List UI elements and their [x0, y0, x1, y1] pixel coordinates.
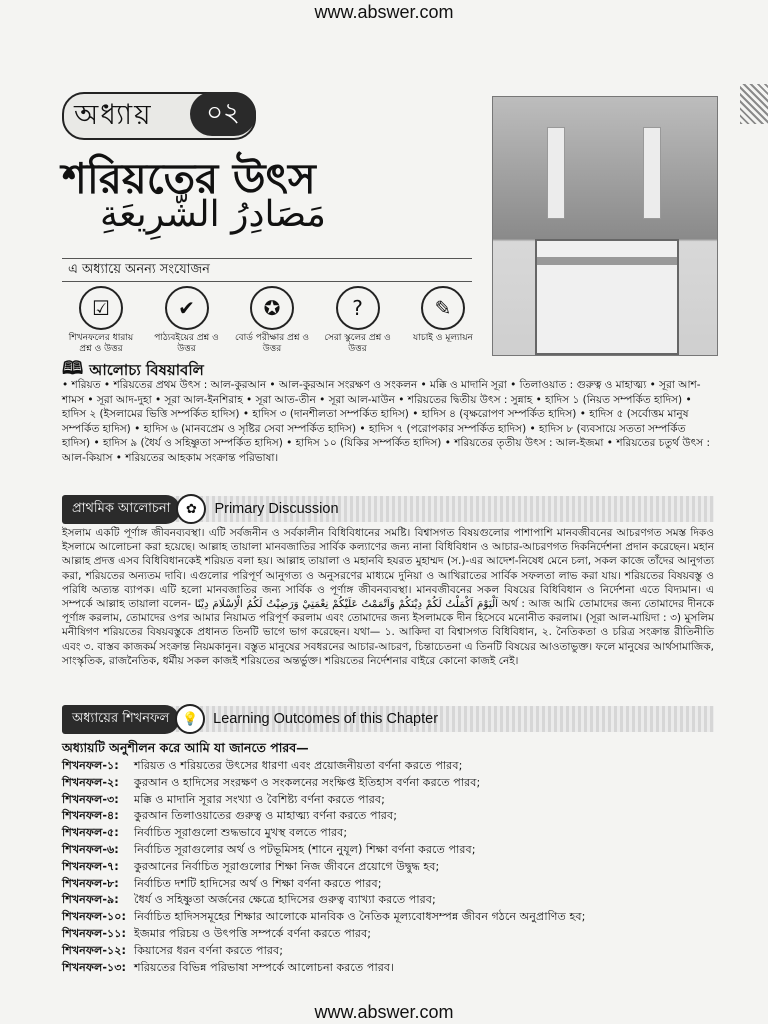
list-item	[62, 960, 714, 977]
outcome-text: কুরআন তিলাওয়াতের গুরুত্ব ও মাহাত্ম্য বর্ণনা করতে পারব;	[134, 809, 397, 823]
features-bar	[62, 258, 472, 282]
minaret-left	[547, 127, 565, 219]
learning-outcomes-label-en: Learning Outcomes of this Chapter	[213, 711, 439, 727]
list-item	[62, 909, 714, 926]
open-book-icon: 🕮	[62, 358, 84, 379]
feature-item	[233, 286, 311, 355]
outcome-text: ধৈর্য ও সহিষ্ণুতা অর্জনের ক্ষেত্রে হাদিসের গুরুত্ব ব্যাখ্যা করতে পারব;	[134, 893, 436, 907]
list-item	[62, 943, 714, 960]
outcome-key: শিখনফল-১২:	[62, 943, 127, 957]
features-label: এ অধ্যায়ে অনন্য সংযোজন	[62, 260, 216, 281]
feature-caption: বোর্ড পরীক্ষার প্রশ্ন ও উত্তর	[235, 333, 309, 354]
learning-outcomes-label-bn: অধ্যায়ের শিখনফল	[62, 705, 179, 734]
learning-outcomes-list	[62, 758, 714, 976]
paragraph-part-1: ইসলাম একটি পূর্ণাঙ্গ জীবনব্যবস্থা। এটি সর্বজনীন ও সর্বকালীন বিধিবিধানের সমষ্টি। বিশ্বাসগত বিষয়গুলোর পাশাপাশি মানবজীবনের আচরণগত সমস্ত দিকও ইসলামে আলোচনা করা হয়েছে। আল্লাহ তায়ালা মানবজাতির সার্বিক কল্যাণের জন্য নানা বিধিবিধান ও আচার-আচরণগত দিকনির্দেশনা প্রদান করেছেন। মহান আল্লাহ প্রদত্ত এসব বিধিবিধানকেই শরিয়ত বলা হয়। আল্লাহ তায়ালা ও মহানবি হযরত মুহাম্মদ (স.)-এর আদেশ-নিষেধ মেনে চলা, সকল কাজে তাঁদের আনুগত্য করা, শরিয়তের অন্যতম দাবি। এগুলোর পরিপূর্ণ আনুগত্য ও অনুসরণের মাধ্যমে দুনিয়া ও আখিরাতের সার্বিক সফলতা লাভ করা যায়। শরিয়তের বিষয়বস্তু ও পরিধি অত্যন্ত ব্যাপক। এটি হলো মানবজাতির জন্য সার্বিক ও পূর্ণাঙ্গ জীবনব্যবস্থা। মানবজীবনের সকল বিষয়ের বিধিবিধান ও নির্দেশনা এতে বিদ্যমান। এ সম্পর্কে আল্লাহ তায়ালা বলেন-	[62, 527, 714, 611]
outcome-text: শরিয়তের বিভিন্ন পরিভাষা সম্পর্কে আলোচনা করতে পারব।	[134, 960, 395, 974]
primary-discussion-label-bn: প্রাথমিক আলোচনা	[62, 495, 180, 524]
outcome-key: শিখনফল-১:	[62, 759, 119, 772]
checkbox-badge-icon: ☑	[79, 286, 123, 330]
outcome-key: শিখনফল-১১:	[62, 926, 126, 940]
outcome-key: শিখনফল-৮:	[62, 876, 119, 890]
outcome-key: শিখনফল-১৩:	[62, 960, 127, 974]
outcome-text: নির্বাচিত হাদিসসমূহের শিক্ষার আলোকে মানবিক ও নৈতিক মূল্যবোধসম্পন্ন জীবন গঠনে অনুপ্রাণিত হব;	[134, 910, 586, 924]
feature-caption: পাঠ্যবইয়ের প্রশ্ন ও উত্তর	[154, 333, 219, 354]
outcome-text: কুরআন ও হাদিসের সংরক্ষণ ও সংকলনের সংক্ষিপ্ত ইতিহাস বর্ণনা করতে পারব;	[134, 775, 481, 789]
site-url-top[interactable]: www.abswer.com	[314, 2, 454, 22]
outcome-text: নির্বাচিত দশটি হাদিসের অর্থ ও শিক্ষা বর্ণনা করতে পারব;	[134, 876, 382, 890]
outcome-key: শিখনফল-১০:	[62, 910, 127, 924]
list-item	[62, 808, 714, 825]
feature-caption: যাচাই ও মূল্যায়ন	[413, 333, 473, 343]
list-item	[62, 859, 714, 876]
list-item	[62, 842, 714, 859]
feature-item	[148, 286, 226, 355]
outcome-key: শিখনফল-৪:	[62, 809, 119, 823]
kaaba-image	[535, 239, 679, 355]
primary-discussion-text	[62, 526, 714, 668]
outcome-key: শিখনফল-৫:	[62, 826, 119, 840]
features-list	[62, 286, 482, 355]
scan-noise	[740, 84, 768, 124]
outcome-key: শিখনফল-২:	[62, 775, 119, 789]
outcome-text: শরিয়ত ও শরিয়তের উৎসের ধারণা এবং প্রয়োজনীয়তা বর্ণনা করতে পারব;	[134, 759, 463, 772]
feature-caption: শিখনফলের ধারায় প্রশ্ন ও উত্তর	[68, 333, 134, 354]
list-item	[62, 876, 714, 893]
lightbulb-icon: 💡	[175, 704, 205, 734]
list-item	[62, 892, 714, 909]
pencil-badge-icon: ✎	[421, 286, 465, 330]
outcome-text: মক্কি ও মাদানি সূরার সংখ্যা ও বৈশিষ্ট্য বর্ণনা করতে পারব;	[134, 792, 385, 806]
page-title: শরিয়তের উৎস	[62, 154, 316, 203]
paragraph-part-2: অর্থ : আজ আমি তোমাদের জন্য তোমাদের দীনকে পূর্ণাঙ্গ করলাম, তোমাদের ওপর আমার নিয়ামত পরিপূর্ণ করলাম এবং তোমাদের জন্য ইসলামকে দীন হিসেবে মনোনীত করলাম। (সূরা আল-মায়িদা : ৩) মুসলিম মনীষিগণ শরিয়তের বিষয়বস্তুকে প্রধানত তিনটি ভাগে ভাগ করেছেন। যথা— ১. আকিদা বা বিশ্বাসগত বিধিবিধান, ২. নৈতিকতা ও চরিত্র সংক্রান্ত রীতিনীতি এবং ৩. বাস্তব কাজকর্ম সংক্রান্ত নিয়মকানুন। বস্তুত মানুষের সবধরনের আচার-আচরণ, চিন্তাচেতনা এ তিনটি বিষয়ের আওতাভুক্ত। ফলে মানুষের আর্থসামাজিক, সাংস্কৃতিক, রাজনৈতিক, ধর্মীয় সকল কাজই শরিয়তের অন্তর্ভুক্ত। শরিয়তের নির্দেশনার বাইরে কোনো কাজই নেই।	[62, 598, 714, 667]
minaret-right	[643, 127, 661, 219]
primary-discussion-bar	[62, 496, 714, 522]
outcome-text: নির্বাচিত সূরাগুলোর অর্থ ও পটভূমিসহ (শানে নুযূল) শিক্ষা বর্ণনা করতে পারব;	[134, 842, 476, 856]
list-item	[62, 775, 714, 792]
outcome-key: শিখনফল-৭:	[62, 859, 119, 873]
leaf-icon: ✿	[176, 494, 206, 524]
chapter-badge	[62, 92, 256, 140]
star-badge-icon: ✪	[250, 286, 294, 330]
site-url-bottom[interactable]: www.abswer.com	[314, 1002, 454, 1022]
kaaba-photo	[492, 96, 718, 356]
chapter-word: অধ্যায়	[74, 97, 153, 131]
feature-item	[62, 286, 140, 355]
list-item	[62, 825, 714, 842]
list-item	[62, 926, 714, 943]
chapter-number: ০২	[190, 92, 256, 136]
outcome-key: শিখনফল-৯:	[62, 893, 119, 907]
outcome-text: নির্বাচিত সূরাগুলো শুদ্ধভাবে মুখস্থ বলতে পারব;	[134, 826, 348, 840]
page-title-arabic: مَصَادِرُ الشَّرِيعَةِ	[100, 194, 326, 235]
quran-verse: اَلْيَوْمَ اَكْمَلْتُ لَكُمْ دِيْنَكُمْ وَاَتْمَمْتُ عَلَيْكُمْ نِعْمَتِيْ وَرَضِيْتُ لَكُمُ الْاِسْلَامَ دِيْنًا	[194, 598, 499, 611]
outcome-key: শিখনফল-৬:	[62, 842, 119, 856]
feature-caption: সেরা স্কুলের প্রশ্ন ও উত্তর	[324, 333, 391, 354]
feature-item	[404, 286, 482, 355]
topics-text: • শরিয়ত • শরিয়তের প্রথম উৎস : আল-কুরআন • আল-কুরআন সংরক্ষণ ও সংকলন • মক্কি ও মাদানি সূরা • তিলাওয়াত : গুরুত্ব ও মাহাত্ম্য • সূরা আশ-শামস • সূরা আদ-দুহা • সূরা আল-ইনশিরাহ • সূরা আত-তীন • সূরা আল-মাউন • শরিয়তের দ্বিতীয় উৎস : সুন্নাহ • হাদিস ১ (নিয়ত সম্পর্কিত হাদিস) • হাদিস ২ (ইসলামের ভিত্তি সম্পর্কিত হাদিস) • হাদিস ৩ (দানশীলতা সম্পর্কিত হাদিস) • হাদিস ৪ (বৃক্ষরোপণ সম্পর্কিত হাদিস) • হাদিস ৫ (সর্বোত্তম মানুষ সম্পর্কিত হাদিস) • হাদিস ৬ (মানবপ্রেম ও সৃষ্টির সেবা সম্পর্কিত হাদিস) • হাদিস ৭ (পরোপকার সম্পর্কিত হাদিস) • হাদিস ৮ (ব্যবসায়ে সততা সম্পর্কিত হাদিস) • হাদিস ৯ (ধৈর্য ও সহিষ্ণুতা সম্পর্কিত হাদিস) • হাদিস ১০ (যিকির সম্পর্কিত হাদিস) • শরিয়তের তৃতীয় উৎস : আল-ইজমা • শরিয়তের চতুর্থ উৎস : আল-কিয়াস • শরিয়তের আহকাম সংক্রান্ত পরিভাষা।	[62, 379, 710, 464]
list-item	[62, 758, 714, 775]
feature-item	[319, 286, 397, 355]
outcome-text: কিয়াসের ধরন বর্ণনা করতে পারব;	[134, 943, 283, 957]
list-item	[62, 792, 714, 809]
primary-discussion-label-en: Primary Discussion	[214, 501, 339, 517]
checkmark-badge-icon: ✔	[165, 286, 209, 330]
topics-heading-text: আলোচ্য বিষয়াবলি	[89, 360, 204, 379]
outcome-text: কুরআনের নির্বাচিত সূরাগুলোর শিক্ষা নিজ জীবনে প্রয়োগে উদ্বুদ্ধ হব;	[134, 859, 440, 873]
outcome-key: শিখনফল-৩:	[62, 792, 119, 806]
outcome-text: ইজমার পরিচয় ও উৎপত্তি সম্পর্কে বর্ণনা করতে পারব;	[134, 926, 372, 940]
learning-outcomes-bar	[62, 706, 714, 732]
question-badge-icon: ?	[336, 286, 380, 330]
learning-outcomes-intro: অধ্যায়টি অনুশীলন করে আমি যা জানতে পারব—	[62, 740, 309, 755]
